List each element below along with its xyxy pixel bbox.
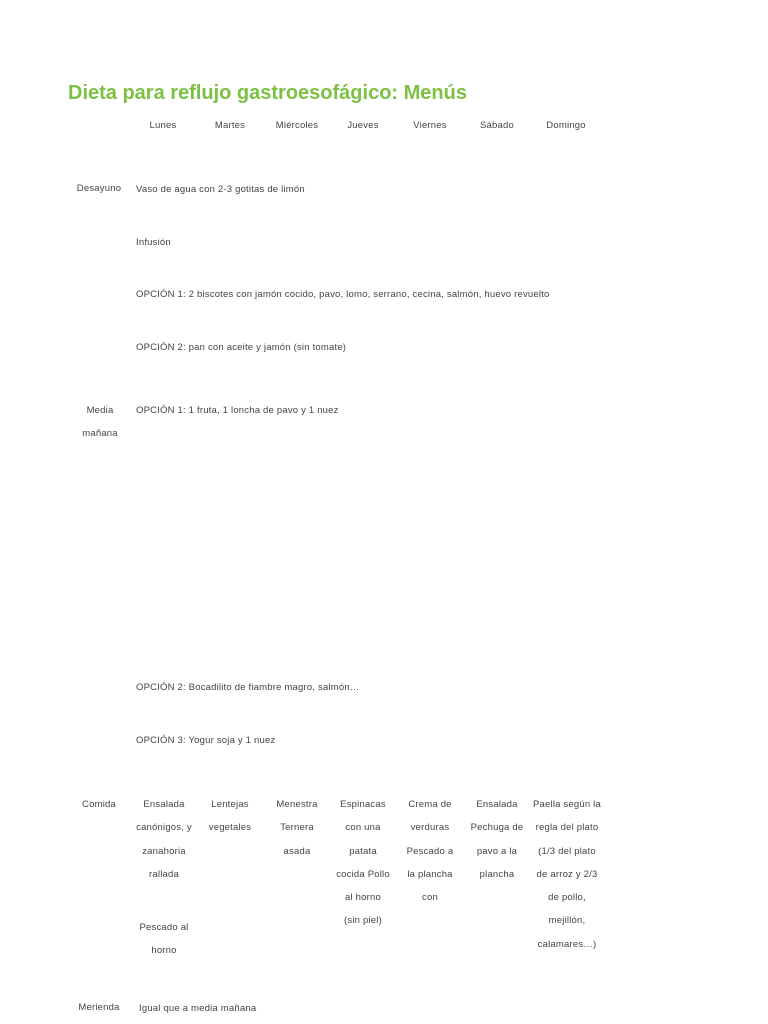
day-header-lunes: Lunes xyxy=(149,120,177,131)
meal-label-media-manana: Media mañana xyxy=(82,405,118,439)
day-header-martes: Martes xyxy=(214,120,246,131)
comida-lunes-1: Ensalada canónigos, y zanahoria rallada xyxy=(136,799,192,880)
day-header-jueves: Jueves xyxy=(347,120,379,131)
comida-lunes-2: Pescado al horno xyxy=(139,922,189,957)
page-title: Dieta para reflujo gastroesofágico: Menús xyxy=(68,82,467,104)
day-header-viernes: Viernes xyxy=(413,120,447,131)
comida-martes: Lentejas vegetales xyxy=(208,799,252,834)
comida-domingo: Paella según la regla del plato (1/3 del plato de arroz y 2/3 de pollo, mejillón, calamares…) xyxy=(533,799,601,950)
meal-label-comida: Comida xyxy=(82,799,116,810)
desayuno-item: Infusión xyxy=(136,237,171,248)
media-manana-item: OPCIÓN 3: Yogur soja y 1 nuez xyxy=(136,735,276,746)
day-header-domingo: Domingo xyxy=(546,120,586,131)
comida-jueves: Espinacas con una patata cocida Pollo al horno (sin piel) xyxy=(336,799,390,927)
media-manana-item: OPCIÓN 1: 1 fruta, 1 loncha de pavo y 1 nuez xyxy=(136,405,339,416)
day-header-sabado: Sábado xyxy=(480,120,514,131)
desayuno-item: OPCIÓN 1: 2 biscotes con jamón cocido, pavo, lomo, serrano, cecina, salmón, huevo revuelto xyxy=(136,289,550,300)
merienda-item: Igual que a media mañana xyxy=(139,1003,257,1014)
desayuno-item: OPCIÓN 2: pan con aceite y jamón (sin tomate) xyxy=(136,342,347,353)
media-manana-item: OPCIÓN 2: Bocadilito de fiambre magro, salmón… xyxy=(136,682,360,693)
day-header-miercoles: Miércoles xyxy=(275,120,319,131)
desayuno-item: Vaso de agua con 2-3 gotitas de limón xyxy=(136,184,305,195)
meal-label-merienda: Merienda xyxy=(78,1002,120,1013)
comida-viernes: Crema de verduras Pescado a la plancha con xyxy=(406,799,454,904)
comida-sabado: Ensalada Pechuga de pavo a la plancha xyxy=(470,799,524,880)
comida-miercoles: Menestra Ternera asada xyxy=(276,799,318,857)
meal-label-desayuno: Desayuno xyxy=(76,183,122,194)
